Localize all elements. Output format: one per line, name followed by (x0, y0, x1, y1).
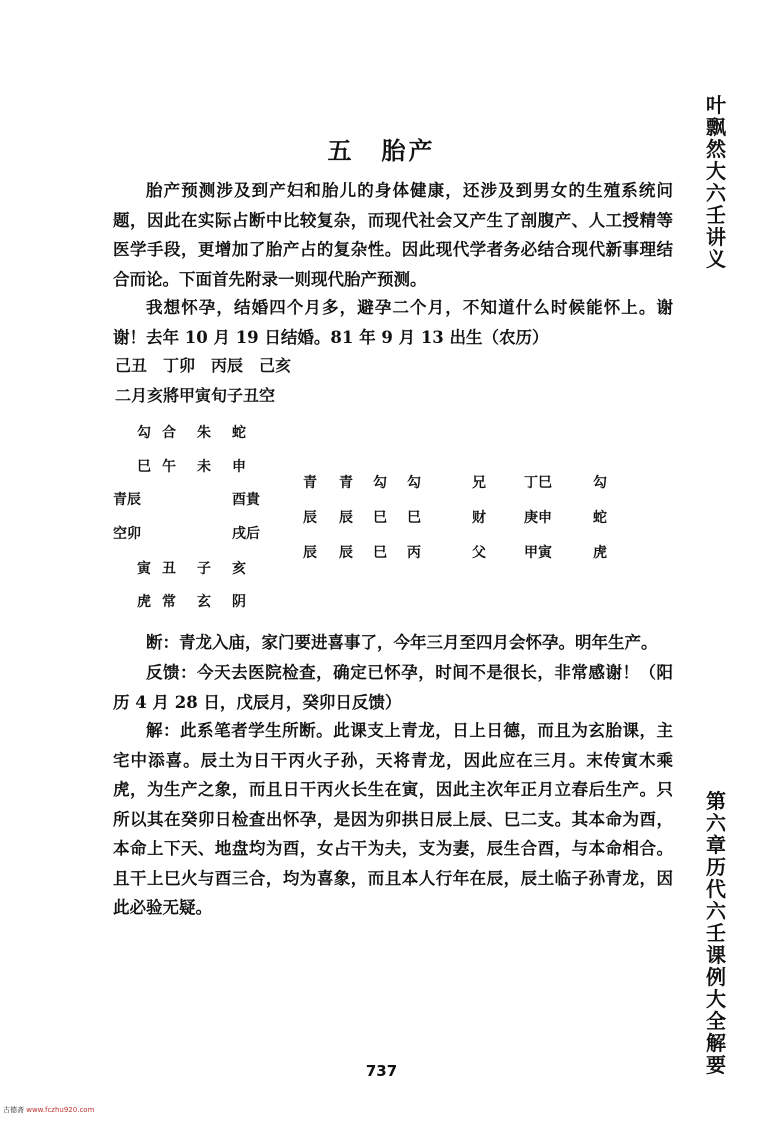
plate-r2-c3: 未 (197, 459, 211, 475)
sike-r3-c1: 辰 (303, 545, 317, 561)
sanchuan-r1-ganzhi: 丁巳 (524, 475, 552, 491)
plate-r4-left: 空卯 (113, 526, 141, 542)
sike-r1-c2: 青 (339, 475, 353, 491)
feedback-paragraph: 反馈：今天去医院检查，确定已怀孕，时间不是很长，非常感谢！（阳历 4 月 28 日，戊辰月，癸卯日反馈） (113, 663, 673, 712)
plate-r5-c4: 亥 (232, 561, 246, 577)
question-paragraph: 我想怀孕，结婚四个月多，避孕二个月，不知道什么时候能怀上。谢谢！去年 10 月 19 日结婚。81 年 9 月 13 出生（农历） (113, 298, 673, 347)
plate-r1-c1: 勾 (137, 425, 151, 441)
watermark-prefix: 古德斋 (3, 1106, 24, 1114)
sanchuan-r3-general: 虎 (593, 545, 607, 561)
sanchuan-r2-general: 蛇 (593, 510, 607, 526)
intro-paragraph: 胎产预测涉及到产妇和胎儿的身体健康，还涉及到男女的生殖系统问题，因此在实际占断中比较复杂，而现代社会又产生了剖腹产、人工授精等医学手段，更增加了胎产占的复杂性。因此现代学者务必结合现代新事理结合而论。下面首先附录一则现代胎产预测。 (113, 181, 673, 289)
plate-r3-right: 酉貴 (232, 492, 260, 508)
sanchuan-r2-ganzhi: 庚申 (524, 510, 552, 526)
plate-r1-c2: 合 (162, 425, 176, 441)
sanchuan-r2-relation: 财 (472, 510, 486, 526)
plate-r6-c2: 常 (162, 594, 176, 610)
plate-r6-c3: 玄 (197, 594, 211, 610)
sike-r1-c4: 勾 (407, 475, 421, 491)
watermark (3, 1105, 94, 1115)
section-title: 五 胎产 (327, 137, 436, 165)
plate-r1-c4: 蛇 (232, 425, 246, 441)
judgment-paragraph: 断：青龙入庙，家门要进喜事了，今年三月至四月会怀孕。明年生产。 (146, 633, 658, 652)
month-general-line: 二月亥將甲寅旬子丑空 (115, 386, 276, 405)
plate-r5-c1: 寅 (137, 561, 151, 577)
sike-r1-c1: 青 (303, 475, 317, 491)
page-number: 737 (365, 1062, 398, 1080)
sike-r3-c4: 丙 (407, 545, 421, 561)
plate-r2-c1: 巳 (137, 459, 151, 475)
running-header-chapter-title: 第六章 历代六壬课例大全解要 (706, 789, 726, 1077)
plate-r5-c3: 子 (197, 561, 211, 577)
plate-r1-c3: 朱 (197, 425, 211, 441)
sanchuan-r3-relation: 父 (472, 545, 486, 561)
sike-r1-c3: 勾 (373, 475, 387, 491)
sike-r3-c3: 巳 (373, 545, 387, 561)
sanchuan-r1-relation: 兄 (472, 475, 486, 491)
watermark-url[interactable]: www.fczhu920.com (26, 1106, 95, 1114)
plate-r2-c2: 午 (162, 459, 176, 475)
plate-r6-c4: 阴 (232, 594, 246, 610)
sike-r2-c1: 辰 (303, 510, 317, 526)
sike-r2-c2: 辰 (339, 510, 353, 526)
running-header-book-title: 叶飘然大六壬讲义 (706, 93, 726, 271)
plate-r2-c4: 申 (232, 459, 246, 475)
sike-r2-c3: 巳 (373, 510, 387, 526)
explanation-paragraph: 解：此系笔者学生所断。此课支上青龙，日上日德，而且为玄胎课，主宅中添喜。辰土为日干丙火子孙，天将青龙，因此应在三月。末传寅木乘虎，为生产之象，而且日干丙火长生在寅，因此主次年正月立春后生产。只所以其在癸卯日检查出怀孕，是因为卯拱日辰上辰、巳二支。其本命为酉，本命上下天、地盘均为酉，女占干为夫，支为妻，辰生合酉，与本命相合。且干上巳火与酉三合，均为喜象，而且本人行年在辰，辰土临子孙青龙，因此必验无疑。 (113, 721, 673, 917)
plate-r4-right: 戌后 (232, 526, 260, 542)
sanchuan-r3-ganzhi: 甲寅 (524, 545, 552, 561)
plate-r3-left: 青辰 (113, 492, 141, 508)
sike-r3-c2: 辰 (339, 545, 353, 561)
sanchuan-r1-general: 勾 (593, 475, 607, 491)
plate-r6-c1: 虎 (137, 594, 151, 610)
sike-r2-c4: 巳 (407, 510, 421, 526)
four-pillars: 己丑 丁卯 丙辰 己亥 (115, 356, 292, 375)
plate-r5-c2: 丑 (162, 561, 176, 577)
